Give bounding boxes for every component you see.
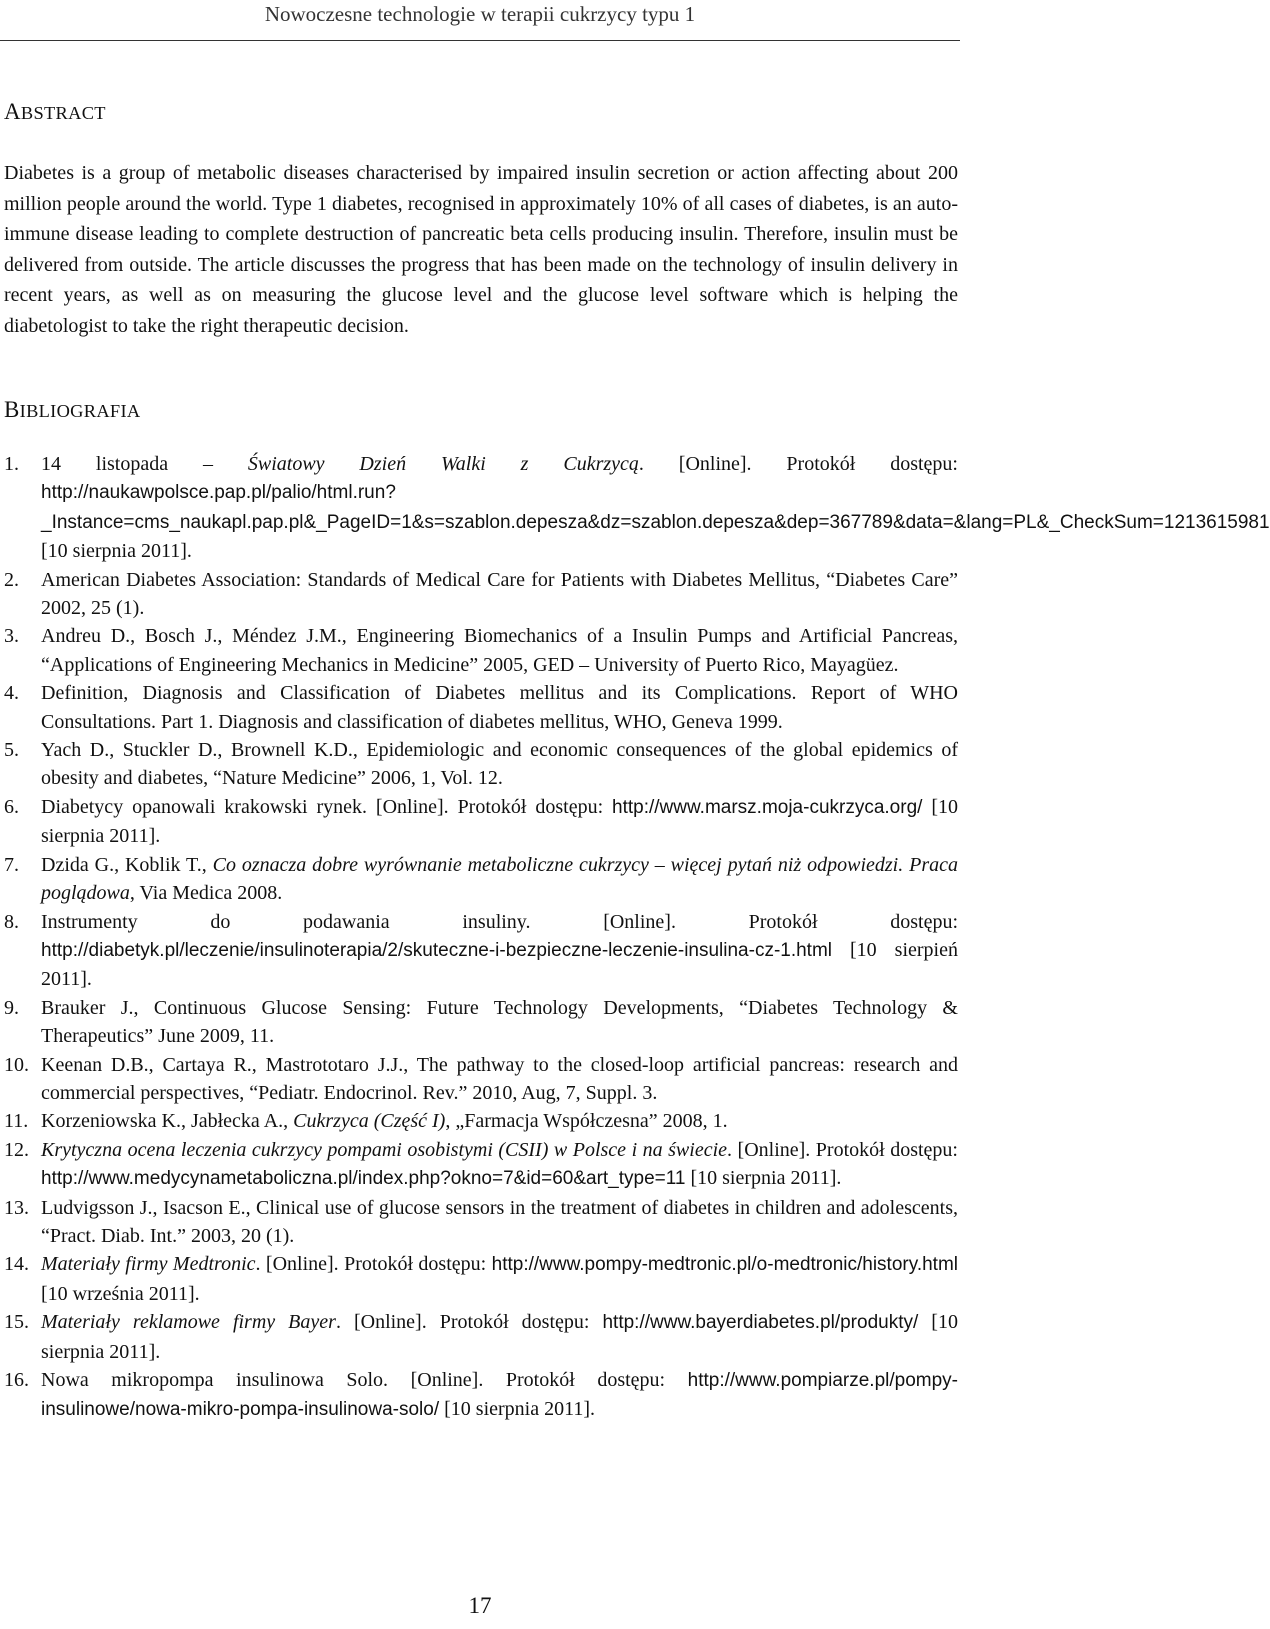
entry-text-part: 14 listopada – — [41, 453, 248, 475]
entry-text-part: Brauker J., Continuous Glucose Sensing: Future Technology Developments, “Diabetes Technology & Therapeutics” June 2009, 11. — [41, 996, 958, 1048]
entry-text-part: American Diabetes Association: Standards of Medical Care for Patients with Diabetes Mellitus, “Diabetes Care” 2002, 25 (1). — [41, 568, 958, 620]
bibliography-entry-text — [41, 622, 958, 679]
bibliography-entry-number: 7. — [4, 853, 19, 876]
entry-url-link[interactable]: http://diabetyk.pl/leczenie/insulinoterapia/2/skuteczne-i-bezpieczne-leczenie-insulina-cz-1.html — [41, 939, 833, 961]
bibliography-entry-number: 11. — [4, 1110, 29, 1133]
entry-url-link[interactable]: http://www.bayerdiabetes.pl/produkty/ — [602, 1312, 919, 1334]
bibliography-entry — [4, 450, 1270, 566]
bibliography-entry-number: 8. — [4, 910, 19, 933]
entry-text-part: Yach D., Stuckler D., Brownell K.D., Epidemiologic and economic consequences of the global epidemics of obesity and diabetes, “Nature Medicine” 2006, 1, Vol. 12. — [41, 739, 958, 790]
bibliography-entry-number: 4. — [4, 682, 19, 705]
bibliography-entry-text — [41, 1194, 958, 1251]
bibliography-entry — [4, 1051, 958, 1108]
bibliography-entry — [4, 1136, 958, 1194]
bibliography-entry-number: 10. — [4, 1053, 29, 1076]
bibliography-entry-number: 9. — [4, 996, 19, 1019]
bibliography-entry-number: 12. — [4, 1138, 29, 1161]
entry-title-italic: Materiały reklamowe firmy Bayer — [41, 1311, 336, 1334]
entry-access-date: [10 sierpnia 2011]. — [41, 540, 192, 563]
entry-text-part: Instrumenty do podawania insuliny. [Online]. Protokół dostępu: — [41, 910, 958, 933]
bibliography-entry-number: 5. — [4, 739, 19, 762]
entry-url-link[interactable]: http://www.medycynametaboliczna.pl/index.php?okno=7&id=60&art_type=11 — [41, 1168, 686, 1190]
entry-text-part: . [Online]. Protokół dostępu: — [638, 453, 958, 475]
bibliography-entry-number: 1. — [4, 453, 19, 475]
entry-title-italic: Krytyczna ocena leczenia cukrzycy pompami osobistymi (CSII) w Polsce i na świecie — [41, 1138, 728, 1161]
bibliography-entry — [4, 1250, 958, 1308]
bibliography-entry-text — [41, 1136, 958, 1194]
bibliography-entry-text — [41, 679, 958, 736]
bibliography-entry-text — [41, 566, 958, 623]
entry-text-part: Nowa mikropompa insulinowa Solo. [Online]. Protokół dostępu: — [41, 1369, 688, 1391]
entry-access-date: [10 sierpień 2011]. — [41, 938, 958, 991]
entry-url-link[interactable]: http://naukawpolsce.pap.pl/palio/html.run?_Instance=cms_naukapl.pap.pl&_PageID=1&s=szablon.depesza&dz=szablon.depesza&dep=367789&data=&lang=PL&_CheckSum=1213615981 — [41, 482, 1270, 533]
bibliography-entry-text — [41, 1051, 958, 1108]
entry-title-italic: Cukrzyca (Część I) — [293, 1110, 446, 1133]
entry-text-part: . [Online]. Protokół dostępu: — [335, 1311, 603, 1334]
bibliography-entry — [4, 622, 958, 679]
entry-url-link[interactable]: http://www.pompy-medtronic.pl/o-medtronic/history.html — [491, 1254, 958, 1276]
bibliography-entry-number: 13. — [4, 1196, 29, 1219]
bibliography-entry-text — [41, 908, 958, 994]
bibliography-heading — [4, 397, 140, 423]
entry-url-link[interactable]: http://www.marsz.moja-cukrzyca.org/ — [612, 796, 923, 818]
entry-text-part: . [Online]. Protokół dostępu: — [255, 1253, 492, 1276]
entry-access-date: [10 sierpnia 2011]. — [685, 1167, 842, 1190]
entry-text-part: Definition, Diagnosis and Classification of Diabetes mellitus and its Complications. Report of WHO Consultations. Part 1. Diagnosis and classification of diabetes mellitus, WHO, Geneva 1999. — [41, 682, 958, 733]
entry-text-part: Korzeniowska K., Jabłecka A., — [41, 1110, 294, 1133]
bibliography-entry-number: 3. — [4, 625, 19, 648]
bibliography-entry — [4, 736, 958, 793]
entry-text-part: . [Online]. Protokół dostępu: — [727, 1138, 958, 1161]
entry-text-part: Andreu D., Bosch J., Méndez J.M., Engineering Biomechanics of a Insulin Pumps and Artificial Pancreas, “Applications of Engineering Mechanics in Medicine” 2005, GED – University of Puerto Rico, Mayagüez. — [41, 625, 958, 676]
bibliography-entry-number: 6. — [4, 795, 19, 818]
bibliography-entry — [4, 908, 958, 994]
running-header — [0, 0, 960, 41]
bibliography-heading-rest: IBLIOGRAFIA — [19, 401, 141, 421]
bibliography-entry — [4, 994, 958, 1051]
entry-access-date: [10 września 2011]. — [41, 1282, 200, 1305]
entry-access-date: [10 sierpnia 2011]. — [41, 1311, 958, 1363]
bibliography-entry-text — [41, 793, 958, 851]
bibliography-entry-text — [41, 1366, 958, 1425]
entry-url-link[interactable]: http://www.pompiarze.pl/pompy-insulinowe/nowa-mikro-pompa-insulinowa-solo/ — [41, 1370, 958, 1421]
bibliography-entry — [4, 679, 958, 736]
page-number: 17 — [468, 1593, 492, 1618]
entry-text-part: Ludvigsson J., Isacson E., Clinical use of glucose sensors in the treatment of diabetes in children and adolescents, “Pract. Diab. Int.” 2003, 20 (1). — [41, 1196, 958, 1247]
abstract-heading-initial: A — [4, 99, 21, 124]
bibliography-entry — [4, 1366, 958, 1425]
bibliography-entry — [4, 1308, 958, 1366]
bibliography-entry — [4, 851, 958, 908]
bibliography-entry-text — [41, 1107, 958, 1135]
bibliography-entry-number: 15. — [4, 1311, 29, 1334]
bibliography-entry-number: 2. — [4, 568, 19, 591]
bibliography-entry-text — [41, 994, 958, 1051]
bibliography-list — [4, 450, 1270, 1425]
bibliography-entry-text — [41, 1250, 958, 1308]
entry-text-part: Dzida G., Koblik T., — [41, 853, 213, 876]
bibliography-entry — [4, 1194, 958, 1251]
entry-text-part: , „Farmacja Współczesna” 2008, 1. — [445, 1110, 728, 1133]
entry-title-italic: Światowy Dzień Walki z Cukrzycą — [247, 453, 639, 475]
abstract-heading — [4, 99, 106, 125]
bibliography-entry — [4, 1107, 958, 1135]
entry-title-italic: Co oznacza dobre wyrównanie metaboliczne cukrzycy – więcej pytań niż odpowiedzi. Praca poglądowa — [41, 853, 958, 905]
entry-access-date: [10 sierpnia 2011]. — [439, 1398, 596, 1421]
bibliography-entry-text — [41, 450, 1270, 566]
entry-text-part: , Via Medica 2008. — [129, 882, 283, 905]
bibliography-entry-text — [41, 736, 958, 793]
bibliography-entry — [4, 566, 958, 623]
bibliography-entry — [4, 793, 958, 851]
entry-access-date: [10 sierpnia 2011]. — [41, 795, 958, 848]
entry-title-italic: Materiały firmy Medtronic — [41, 1253, 256, 1276]
bibliography-entry-text — [41, 851, 958, 908]
entry-text-part: Diabetycy opanowali krakowski rynek. [Online]. Protokół dostępu: — [41, 795, 613, 818]
bibliography-entry-text — [41, 1308, 958, 1366]
bibliography-entry-number: 14. — [4, 1253, 29, 1276]
bibliography-heading-initial: B — [4, 397, 20, 422]
entry-text-part: Keenan D.B., Cartaya R., Mastrototaro J.J., The pathway to the closed-loop artificial pancreas: research and commercial perspectives, “Pediatr. Endocrinol. Rev.” 2010, Aug, 7, Suppl. 3. — [41, 1053, 958, 1104]
abstract-text: Diabetes is a group of metabolic diseases characterised by impaired insulin secretion or action affecting about 200 million people around the world. Type 1 diabetes, recognised in approximately 10% of all cases of diabetes, is an auto-immune disease leading to complete destruction of pancreatic beta cells producing insulin. Therefore, insulin must be delivered from outside. The article discusses the progress that has been made on the technology of insulin delivery in recent years, as well as on measuring the glucose level and the glucose level software which is helping the diabetologist to take the right therapeutic decision. — [4, 162, 958, 337]
running-header-title: Nowoczesne technologie w terapii cukrzycy typu 1 — [264, 2, 696, 26]
bibliography-entry-number: 16. — [4, 1369, 29, 1391]
abstract-heading-rest: BSTRACT — [20, 103, 106, 123]
